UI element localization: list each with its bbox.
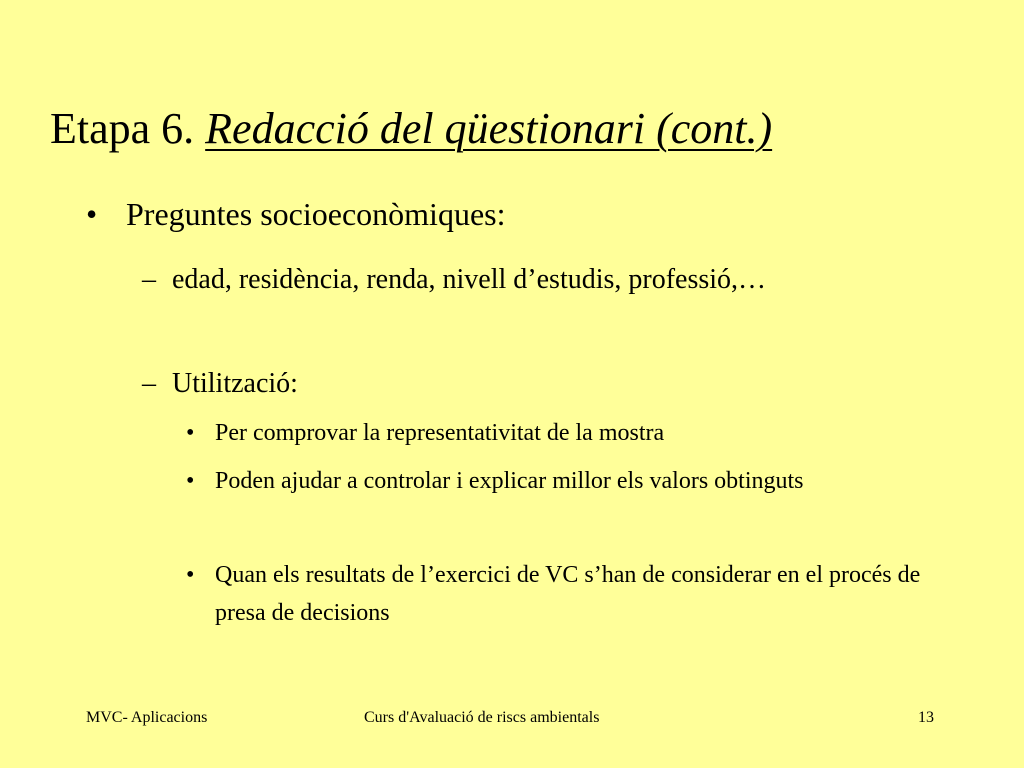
sub-bullet-usage-text: Utilització:	[172, 368, 298, 399]
bullet-marker: •	[186, 468, 195, 494]
page-number: 13	[918, 709, 934, 726]
bullet-marker: •	[186, 420, 195, 446]
usage-item-1	[186, 414, 926, 452]
bullet-main	[86, 193, 966, 235]
usage-item-1-text: Per comprovar la representativitat de la mostra	[215, 420, 665, 446]
sub-bullet-demographics-text: edad, residència, renda, nivell d’estudis, professió,…	[172, 264, 767, 295]
dash-marker: –	[142, 264, 156, 295]
dash-marker: –	[142, 368, 156, 399]
title-prefix: Etapa 6.	[50, 104, 206, 153]
usage-item-2-text: Poden ajudar a controlar i explicar millor els valors obtinguts	[215, 468, 804, 494]
footer-center: Curs d'Avaluació de riscs ambientals	[364, 709, 600, 726]
sub-bullet-demographics	[142, 260, 942, 300]
bullet-marker: •	[186, 562, 195, 588]
bullet-marker: •	[86, 196, 98, 232]
usage-item-3-text: Quan els resultats de l’exercici de VC s’han de considerar en el procés de presa de decisions	[215, 562, 921, 626]
title-emphasis: Redacció del qüestionari (cont.)	[205, 104, 773, 153]
footer-left: MVC- Aplicacions	[86, 709, 208, 726]
usage-item-3	[186, 556, 926, 632]
sub-bullet-usage	[142, 364, 942, 404]
bullet-main-text: Preguntes socioeconòmiques:	[126, 196, 506, 232]
usage-item-2	[186, 462, 926, 500]
